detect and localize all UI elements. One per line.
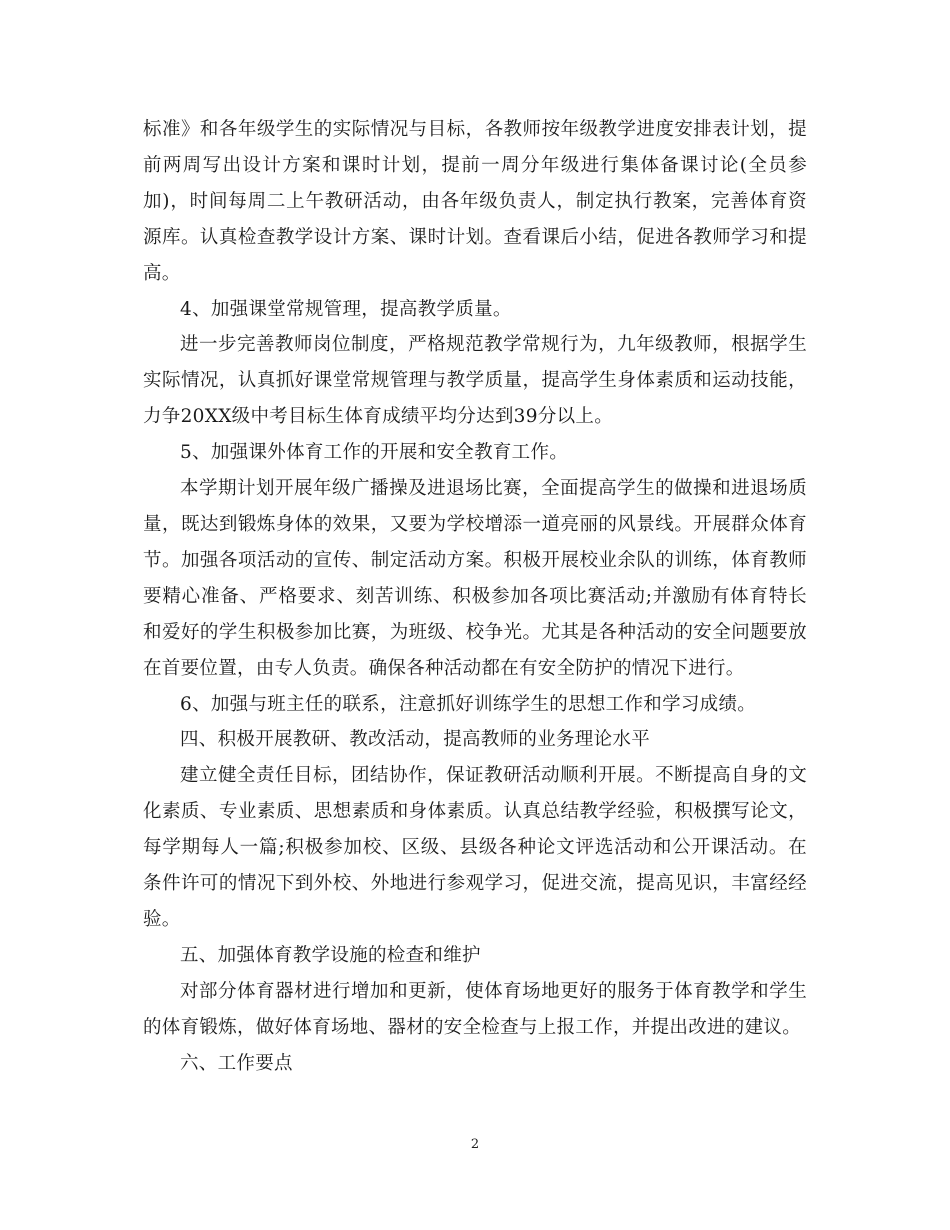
paragraph-facilities: 对部分体育器材进行增加和更新，使体育场地更好的服务于体育教学和学生的体育锻炼，做好体育场地、器材的安全检查与上报工作，并提出改进的建议。 [143,980,807,1038]
heading-section-four: 四、积极开展教研、教改活动，提高教师的业务理论水平 [180,729,651,751]
page-number: 2 [470,1137,480,1152]
paragraph-classroom-management: 进一步完善教师岗位制度，严格规范教学常规行为，九年级教师，根据学生实际情况，认真抓好课堂常规管理与教学质量，提高学生身体素质和运动技能，力争20XX级中考目标生体育成绩平均分达到39分以上。 [143,334,807,428]
paragraph-extracurricular-safety: 本学期计划开展年级广播操及进退场比赛，全面提高学生的做操和进退场质量，既达到锻炼身体的效果，又要为学校增添一道亮丽的风景线。开展群众体育节。加强各项活动的宣传、制定活动方案。积极开展校业余队的训练，体育教师要精心准备、严格要求、刻苦训练、积极参加各项比赛活动;并激励有体育特长和爱好的学生积极参加比赛，为班级、校争光。尤其是各种活动的安全问题要放在首要位置，由专人负责。确保各种活动都在有安全防护的情况下进行。 [143,478,807,679]
document-body [143,112,807,1081]
heading-extracurricular-safety: 5、加强课外体育工作的开展和安全教育工作。 [180,442,569,464]
paragraph-continuation: 标准》和各年级学生的实际情况与目标，各教师按年级教学进度安排表计划，提前两周写出设计方案和课时计划，提前一周分年级进行集体备课讨论(全员参加)，时间每周二上午教研活动，由各年级负责人，制定执行教案，完善体育资源库。认真检查教学设计方案、课时计划。查看课后小结，促进各教师学习和提高。 [143,119,807,284]
heading-section-six: 六、工作要点 [180,1052,293,1074]
heading-section-five: 五、加强体育教学设施的检查和维护 [180,944,481,966]
heading-classroom-management: 4、加强课堂常规管理，提高教学质量。 [180,298,512,320]
heading-class-teacher-liaison: 6、加强与班主任的联系，注意抓好训练学生的思想工作和学习成绩。 [180,693,757,715]
paragraph-teaching-research: 建立健全责任目标，团结协作，保证教研活动顺利开展。不断提高自身的文化素质、专业素质、思想素质和身体素质。认真总结教学经验，积极撰写论文，每学期每人一篇;积极参加校、区级、县级各种论文评选活动和公开课活动。在条件许可的情况下到外校、外地进行参观学习，促进交流，提高见识，丰富经经验。 [143,765,807,930]
